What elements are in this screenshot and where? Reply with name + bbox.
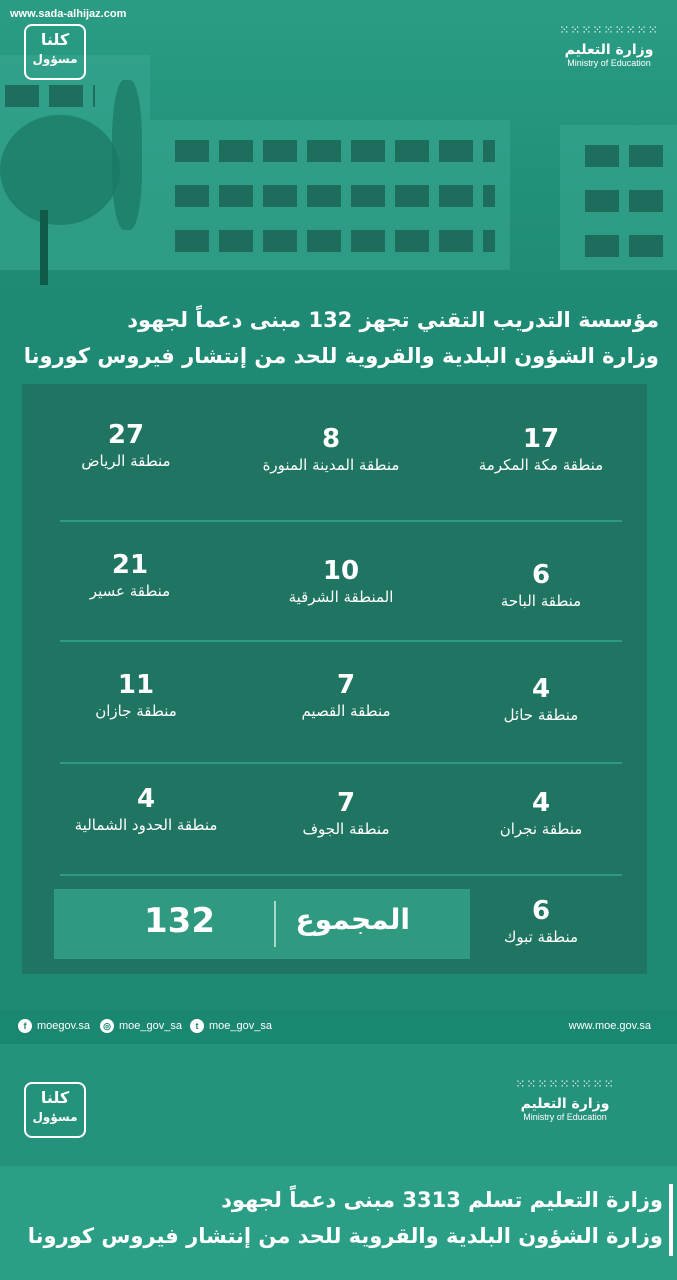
region-stat xyxy=(441,788,641,840)
region-name: منطقة القصيم xyxy=(301,702,391,720)
ministry-name-en: Ministry of Education xyxy=(567,58,651,68)
region-name: منطقة الباحة xyxy=(500,592,582,610)
headline xyxy=(24,302,659,374)
instagram-icon: ◎ xyxy=(100,1019,114,1033)
region-name: منطقة المدينة المنورة xyxy=(262,456,400,474)
ministry-name-en: Ministry of Education xyxy=(523,1112,607,1122)
facebook-icon: f xyxy=(18,1019,32,1033)
row-divider xyxy=(60,762,622,764)
masool-text: مسؤول xyxy=(32,52,78,66)
kolna-masool-logo-lower xyxy=(24,1082,86,1138)
lower-section xyxy=(0,1044,677,1280)
region-stat xyxy=(246,670,446,722)
region-count: 21 xyxy=(111,550,149,580)
total-box xyxy=(54,889,470,959)
ministry-name-ar: وزارة التعليم xyxy=(520,1096,610,1112)
twitter-link[interactable] xyxy=(190,1019,272,1033)
moe-dots-icon: ⁙⁙⁙⁙⁙⁙⁙⁙⁙ xyxy=(559,23,659,37)
region-name: منطقة نجران xyxy=(499,820,583,838)
region-count: 27 xyxy=(107,420,145,450)
region-count: 11 xyxy=(117,670,155,700)
region-stat xyxy=(441,560,641,612)
region-name: منطقة جازان xyxy=(95,702,177,720)
region-stat xyxy=(441,674,641,726)
region-count: 7 xyxy=(336,788,356,818)
instagram-link[interactable] xyxy=(100,1019,182,1033)
facebook-link[interactable] xyxy=(18,1019,90,1033)
region-count: 6 xyxy=(531,896,551,926)
region-name: منطقة تبوك xyxy=(503,928,579,946)
region-count: 4 xyxy=(531,674,551,704)
region-count: 6 xyxy=(531,560,551,590)
source-watermark-text: www.sada-alhijaz.com xyxy=(10,8,127,20)
region-stat xyxy=(241,556,441,608)
ministry-name-ar: وزارة التعليم xyxy=(564,42,654,58)
region-count: 10 xyxy=(322,556,360,586)
website-link[interactable]: www.moe.gov.sa xyxy=(568,1020,651,1032)
kolna-text: كلنا xyxy=(40,1088,70,1107)
accent-bar xyxy=(669,1184,673,1256)
region-count: 4 xyxy=(136,784,156,814)
region-name: منطقة حائل xyxy=(503,706,579,724)
region-stat xyxy=(441,896,641,948)
region-stat xyxy=(441,424,641,476)
region-name: منطقة الرياض xyxy=(81,452,171,470)
masool-text: مسؤول xyxy=(32,1110,78,1124)
region-name: منطقة مكة المكرمة xyxy=(478,456,604,474)
region-stat xyxy=(246,788,446,840)
region-count: 7 xyxy=(336,670,356,700)
region-count: 8 xyxy=(321,424,341,454)
twitter-icon: t xyxy=(190,1019,204,1033)
kolna-text: كلنا xyxy=(40,30,70,49)
total-divider xyxy=(274,901,276,947)
region-name: منطقة عسير xyxy=(89,582,171,600)
footer-bar xyxy=(0,1010,677,1044)
row-divider xyxy=(60,640,622,642)
region-count: 17 xyxy=(522,424,560,454)
total-value: 132 xyxy=(144,901,215,941)
regions-stats-board xyxy=(22,384,647,974)
region-stat xyxy=(36,670,236,722)
ministry-of-education-logo-lower xyxy=(500,1078,630,1122)
region-stat xyxy=(30,550,230,602)
ministry-of-education-logo xyxy=(544,24,674,68)
region-stat xyxy=(231,424,431,476)
region-name: منطقة الجوف xyxy=(302,820,390,838)
headline-line-1: مؤسسة التدريب التقني تجهز 132 مبنى دعماً لجهود xyxy=(127,308,659,332)
total-label: المجموع xyxy=(295,903,410,936)
region-name: المنطقة الشرقية xyxy=(288,588,394,606)
region-stat xyxy=(26,420,226,472)
lower-headline xyxy=(28,1182,663,1254)
twitter-handle: moe_gov_sa xyxy=(209,1020,272,1032)
lower-headline-line-2: وزارة الشؤون البلدية والقروية للحد من إنتشار فيروس كورونا xyxy=(27,1224,663,1248)
region-name: منطقة الحدود الشمالية xyxy=(74,816,218,834)
region-count: 4 xyxy=(531,788,551,818)
row-divider xyxy=(60,874,622,876)
region-stat xyxy=(46,784,246,836)
facebook-handle: moegov.sa xyxy=(37,1020,90,1032)
moe-dots-icon: ⁙⁙⁙⁙⁙⁙⁙⁙⁙ xyxy=(515,1077,615,1091)
headline-line-2: وزارة الشؤون البلدية والقروية للحد من إنتشار فيروس كورونا xyxy=(23,344,659,368)
instagram-handle: moe_gov_sa xyxy=(119,1020,182,1032)
kolna-masool-logo xyxy=(24,24,86,80)
row-divider xyxy=(60,520,622,522)
lower-headline-line-1: وزارة التعليم تسلم 3313 مبنى دعماً لجهود xyxy=(221,1188,663,1212)
